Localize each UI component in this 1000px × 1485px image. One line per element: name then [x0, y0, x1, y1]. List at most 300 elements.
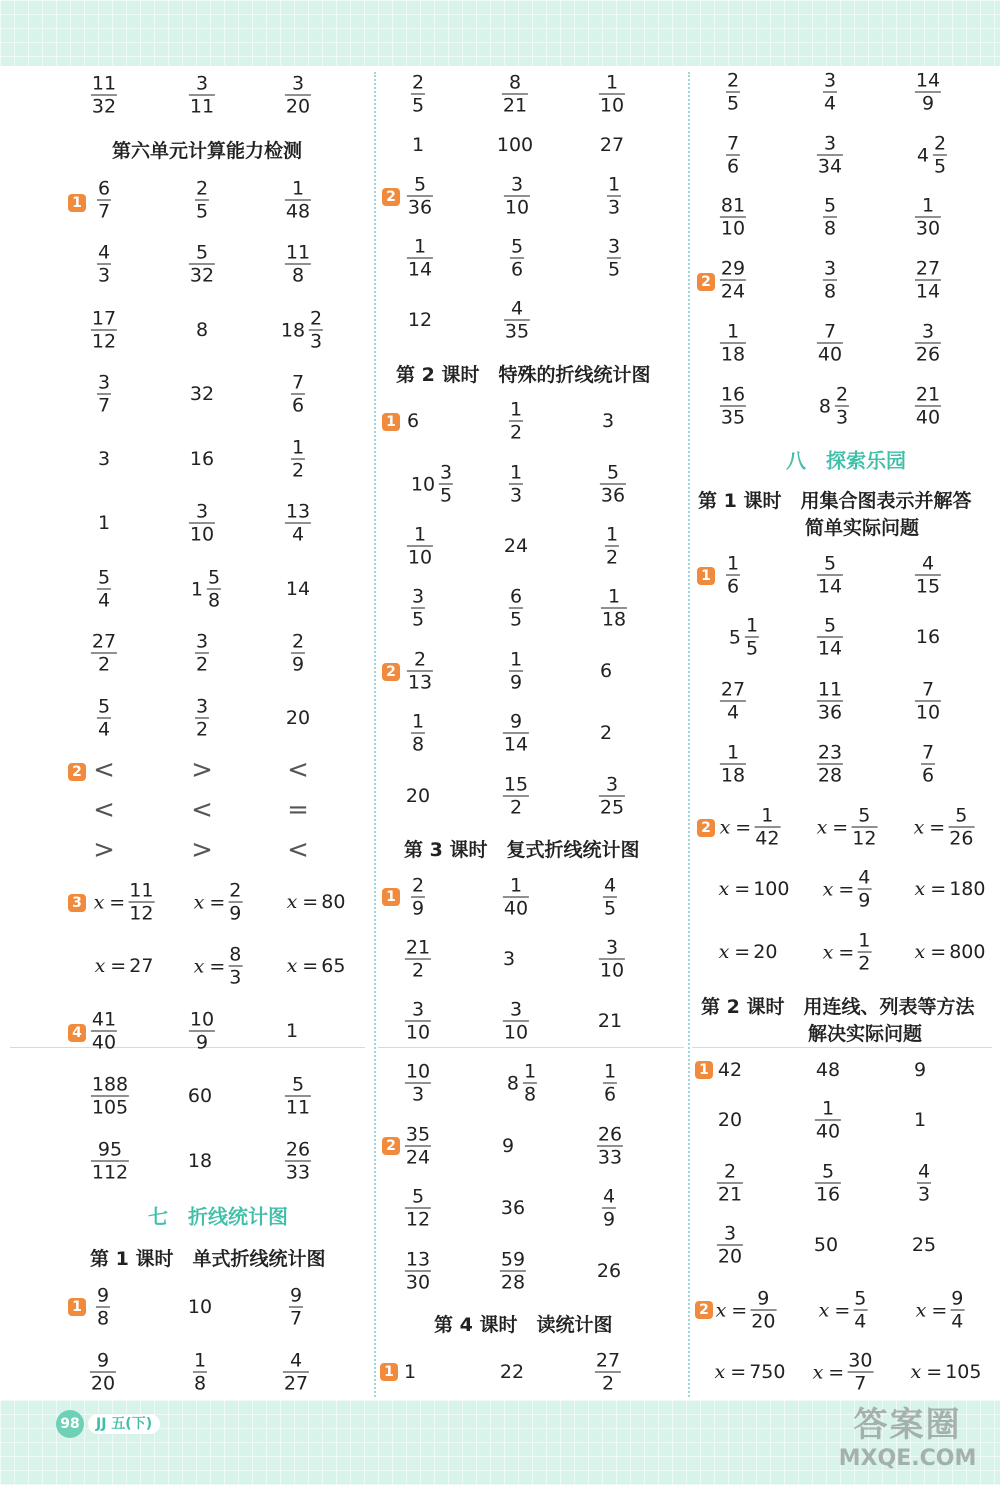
numerator: 3 — [921, 320, 935, 343]
less-than-symbol: < — [287, 755, 309, 785]
fraction-answer — [720, 321, 746, 366]
denominator: 40 — [503, 897, 529, 920]
denominator: 14 — [817, 637, 843, 660]
fraction-answer — [439, 462, 453, 507]
fraction-answer — [128, 880, 154, 925]
mixed-number-answer — [411, 462, 453, 507]
equals-sign: = — [110, 955, 127, 977]
variable-x: x — [914, 941, 926, 963]
denominator: 6 — [603, 1083, 617, 1106]
fraction-answer — [285, 242, 311, 287]
equation-answer — [823, 930, 872, 975]
denominator: 5 — [934, 155, 947, 178]
mixed-number-answer — [729, 615, 759, 660]
fraction-answer — [285, 73, 311, 118]
whole-part: 5 — [728, 626, 741, 648]
fraction-answer — [817, 553, 843, 598]
fraction-answer — [607, 174, 621, 219]
denominator: 16 — [815, 1183, 841, 1206]
numerator: 4 — [289, 1349, 303, 1372]
fraction-answer — [600, 462, 626, 507]
fraction-answer — [857, 867, 871, 912]
denominator: 20 — [751, 1310, 776, 1333]
number-answer: 18 — [187, 1150, 213, 1172]
numerator: 27 — [91, 630, 117, 653]
lesson-title: 第 1 课时 用集合图表示并解答 — [698, 490, 972, 512]
numerator: 1 — [607, 173, 621, 196]
variable-x: x — [913, 816, 925, 838]
fraction-answer — [405, 937, 431, 982]
question-badge: 1 — [68, 1298, 86, 1316]
fraction-answer — [817, 742, 843, 787]
denominator: 3 — [509, 484, 523, 507]
numerator: 2 — [413, 648, 427, 671]
denominator: 5 — [411, 94, 425, 117]
lesson-title: 第 1 课时 单式折线统计图 — [90, 1248, 326, 1270]
denominator: 5 — [603, 897, 617, 920]
equals-sign: = — [209, 955, 226, 977]
denominator: 21 — [502, 94, 528, 117]
variable-x: x — [914, 878, 926, 900]
denominator: 7 — [854, 1372, 867, 1395]
denominator: 2 — [509, 421, 523, 444]
numerator: 7 — [291, 371, 305, 394]
numerator: 1 — [761, 804, 774, 827]
denominator: 13 — [407, 671, 433, 694]
numerator: 3 — [195, 72, 209, 95]
number-answer: 48 — [815, 1059, 841, 1081]
numerator: 2 — [229, 879, 242, 902]
question-badge: 2 — [382, 188, 400, 206]
fraction-answer — [754, 805, 780, 850]
numerator: 5 — [821, 1160, 835, 1183]
number-answer: 42 — [717, 1059, 743, 1081]
number-answer: 1 — [411, 134, 425, 156]
fraction-answer — [97, 242, 111, 287]
number-answer: 16 — [189, 448, 215, 470]
denominator: 7 — [97, 200, 111, 223]
denominator: 32 — [91, 95, 117, 118]
numerator: 1 — [726, 320, 740, 343]
fraction-answer — [289, 1285, 303, 1330]
numerator: 4 — [97, 241, 111, 264]
equation-answer — [915, 878, 986, 900]
equals-sign: = — [931, 1299, 948, 1321]
denominator: 112 — [91, 1161, 129, 1184]
numerator: 11 — [91, 72, 117, 95]
numerator: 3 — [605, 773, 619, 796]
fraction-answer — [750, 1288, 776, 1333]
fraction-answer — [193, 1350, 207, 1395]
number-answer: 12 — [407, 309, 433, 331]
denominator: 10 — [720, 217, 746, 240]
value: 800 — [949, 941, 986, 963]
number-answer: 1 — [913, 1109, 927, 1131]
variable-x: x — [714, 1361, 726, 1383]
equation-answer — [817, 805, 878, 850]
numerator: 3 — [605, 936, 619, 959]
fraction-answer — [509, 649, 523, 694]
numerator: 5 — [858, 804, 871, 827]
denominator: 10 — [189, 523, 215, 546]
fold-line-col2 — [378, 1047, 684, 1048]
equation-answer — [194, 944, 243, 989]
numerator: 1 — [726, 552, 740, 575]
numerator: 27 — [720, 678, 746, 701]
equals-sign: = — [930, 878, 947, 900]
fraction-answer — [607, 236, 621, 281]
fraction-answer — [503, 711, 529, 756]
fraction-answer — [817, 321, 843, 366]
equation-answer — [194, 880, 243, 925]
number-answer: 27 — [599, 134, 625, 156]
numerator: 14 — [915, 69, 941, 92]
fraction-answer — [189, 501, 215, 546]
denominator: 5 — [411, 608, 425, 631]
denominator: 2 — [195, 653, 209, 676]
fraction-answer — [189, 1009, 215, 1054]
denominator: 14 — [817, 575, 843, 598]
variable-x: x — [718, 878, 730, 900]
denominator: 36 — [600, 484, 626, 507]
denominator: 40 — [815, 1120, 841, 1143]
mixed-number-answer — [917, 133, 947, 178]
numerator: 3 — [440, 461, 453, 484]
denominator: 8 — [823, 217, 837, 240]
equals-sign: = — [828, 1361, 845, 1383]
fraction-answer — [851, 805, 877, 850]
denominator: 10 — [405, 1021, 431, 1044]
denominator: 3 — [229, 966, 242, 989]
denominator: 24 — [405, 1146, 431, 1169]
fraction-answer — [726, 70, 740, 115]
denominator: 14 — [915, 280, 941, 303]
numerator: 5 — [208, 566, 221, 589]
variable-x: x — [286, 955, 298, 977]
whole-part: 4 — [916, 144, 929, 166]
question-badge: 2 — [697, 819, 715, 837]
equation-answer — [823, 867, 872, 912]
denominator: 3 — [607, 196, 621, 219]
denominator: 8 — [411, 733, 425, 756]
denominator: 9 — [195, 1031, 209, 1054]
equation-answer — [813, 1350, 874, 1395]
number-answer: 2 — [599, 722, 613, 744]
fraction-answer — [726, 553, 740, 598]
greater-than-symbol: > — [191, 755, 213, 785]
numerator: 3 — [291, 72, 305, 95]
numerator: 1 — [413, 523, 427, 546]
equals-sign: = — [302, 955, 319, 977]
number-answer: 32 — [189, 383, 215, 405]
fraction-answer — [309, 308, 323, 353]
numerator: 3 — [195, 630, 209, 653]
numerator: 1 — [509, 874, 523, 897]
fraction-answer — [817, 133, 843, 178]
denominator: 5 — [746, 637, 759, 660]
fraction-answer — [599, 774, 625, 819]
mixed-number-answer — [507, 1061, 537, 1106]
numerator: 7 — [921, 678, 935, 701]
equals-sign: = — [731, 1299, 748, 1321]
numerator: 1 — [509, 398, 523, 421]
fraction-answer — [189, 73, 215, 118]
fraction-answer — [815, 1161, 841, 1206]
numerator: 188 — [91, 1073, 129, 1096]
fraction-answer — [97, 696, 111, 741]
denominator: 11 — [285, 1096, 311, 1119]
denominator: 10 — [599, 94, 625, 117]
fraction-answer — [96, 1285, 110, 1330]
denominator: 6 — [726, 155, 740, 178]
variable-x: x — [719, 816, 731, 838]
whole-part: 8 — [506, 1072, 519, 1094]
fraction-answer — [603, 1061, 617, 1106]
variable-x: x — [193, 891, 205, 913]
equals-sign: = — [930, 941, 947, 963]
numerator: 13 — [405, 1248, 431, 1271]
denominator: 2 — [195, 718, 209, 741]
denominator: 9 — [921, 92, 935, 115]
fraction-answer — [602, 1186, 616, 1231]
denominator: 40 — [91, 1031, 117, 1054]
denominator: 40 — [817, 343, 843, 366]
fraction-answer — [745, 615, 759, 660]
fraction-answer — [411, 586, 425, 631]
denominator: 9 — [291, 653, 305, 676]
equation-answer — [819, 1288, 868, 1333]
greater-than-symbol: > — [93, 835, 115, 865]
number-answer: 24 — [503, 535, 529, 557]
numerator: 1 — [291, 177, 305, 200]
numerator: 5 — [413, 173, 427, 196]
question-badge: 2 — [68, 763, 86, 781]
numerator: 2 — [310, 307, 323, 330]
denominator: 2 — [291, 459, 305, 482]
fraction-answer — [97, 567, 111, 612]
numerator: 5 — [97, 566, 111, 589]
numerator: 9 — [96, 1284, 110, 1307]
fraction-answer — [283, 1350, 309, 1395]
numerator: 3 — [723, 1222, 737, 1245]
variable-x: x — [812, 1361, 824, 1383]
numerator: 35 — [405, 1123, 431, 1146]
number-answer: 21 — [597, 1010, 623, 1032]
denominator: 3 — [310, 330, 323, 353]
denominator: 12 — [91, 330, 117, 353]
numerator: 9 — [757, 1287, 770, 1310]
numerator: 8 — [508, 71, 522, 94]
denominator: 25 — [599, 796, 625, 819]
equation-answer — [720, 805, 781, 850]
book-tag: JJ 五(下) — [88, 1414, 160, 1434]
fraction-answer — [285, 1139, 311, 1184]
numerator: 1 — [411, 710, 425, 733]
number-answer: 6 — [406, 410, 420, 432]
column-divider-1 — [374, 72, 376, 1397]
fraction-answer — [717, 1223, 743, 1268]
numerator: 16 — [720, 383, 746, 406]
numerator: 5 — [291, 1073, 305, 1096]
equation-answer — [716, 1288, 777, 1333]
denominator: 4 — [97, 589, 111, 612]
equation-answer — [916, 1288, 965, 1333]
numerator: 15 — [503, 773, 529, 796]
value: 80 — [321, 891, 346, 913]
fraction-answer — [933, 133, 947, 178]
less-than-symbol: < — [93, 755, 115, 785]
question-badge: 3 — [68, 894, 86, 912]
number-answer: 100 — [496, 134, 534, 156]
fraction-answer — [817, 615, 843, 660]
numerator: 7 — [921, 741, 935, 764]
number-answer: 20 — [405, 785, 431, 807]
less-than-symbol: < — [93, 795, 115, 825]
fraction-answer — [835, 384, 849, 429]
numerator: 1 — [605, 523, 619, 546]
number-answer: 1 — [285, 1020, 299, 1042]
fraction-answer — [411, 72, 425, 117]
denominator: 28 — [817, 764, 843, 787]
number-answer: 20 — [717, 1109, 743, 1131]
numerator: 9 — [96, 1349, 110, 1372]
fraction-answer — [915, 321, 941, 366]
numerator: 29 — [720, 257, 746, 280]
numerator: 3 — [411, 998, 425, 1021]
mixed-number-answer — [819, 384, 849, 429]
denominator: 12 — [852, 827, 877, 850]
denominator: 11 — [189, 95, 215, 118]
numerator: 30 — [848, 1349, 873, 1372]
numerator: 27 — [915, 257, 941, 280]
numerator: 23 — [817, 741, 843, 764]
numerator: 1 — [524, 1060, 537, 1083]
numerator: 3 — [509, 998, 523, 1021]
fraction-answer — [950, 1288, 964, 1333]
number-answer: 1 — [403, 1361, 417, 1383]
numerator: 1 — [509, 461, 523, 484]
numerator: 2 — [723, 1160, 737, 1183]
denominator: 20 — [285, 95, 311, 118]
fraction-answer — [503, 774, 529, 819]
fraction-answer — [917, 1161, 931, 1206]
denominator: 34 — [817, 155, 843, 178]
fraction-answer — [509, 399, 523, 444]
numerator: 21 — [405, 936, 431, 959]
variable-x: x — [822, 941, 834, 963]
fraction-answer — [504, 174, 530, 219]
fraction-answer — [720, 195, 746, 240]
numerator: 4 — [921, 552, 935, 575]
number-answer: 26 — [596, 1260, 622, 1282]
fraction-answer — [97, 178, 111, 223]
numerator: 2 — [291, 630, 305, 653]
denominator: 8 — [291, 264, 305, 287]
question-badge: 2 — [695, 1301, 713, 1319]
fraction-answer — [195, 631, 209, 676]
value: 20 — [753, 941, 778, 963]
numerator: 1 — [607, 585, 621, 608]
fraction-answer — [510, 236, 524, 281]
denominator: 7 — [97, 394, 111, 417]
whole-part: 10 — [410, 473, 436, 495]
numerator: 3 — [823, 132, 837, 155]
lesson-title: 第 4 课时 读统计图 — [434, 1314, 613, 1336]
denominator: 9 — [411, 897, 425, 920]
numerator: 4 — [858, 866, 871, 889]
page-number: 98 — [56, 1410, 84, 1438]
unit-title: 七 折线统计图 — [148, 1204, 288, 1229]
numerator: 1 — [746, 614, 759, 637]
denominator: 105 — [91, 1096, 129, 1119]
question-badge: 1 — [68, 194, 86, 212]
fraction-answer — [601, 586, 627, 631]
denominator: 5 — [726, 92, 740, 115]
numerator: 17 — [91, 307, 117, 330]
lesson-title-continued: 简单实际问题 — [805, 517, 920, 539]
fraction-answer — [720, 384, 746, 429]
denominator: 28 — [500, 1271, 526, 1294]
numerator: 1 — [509, 648, 523, 671]
fraction-answer — [597, 1124, 623, 1169]
equals-sign: = — [734, 878, 751, 900]
numerator: 2 — [195, 177, 209, 200]
variable-x: x — [816, 816, 828, 838]
variable-x: x — [94, 955, 106, 977]
fraction-answer — [285, 1074, 311, 1119]
fraction-answer — [921, 742, 935, 787]
numerator: 3 — [510, 173, 524, 196]
lesson-title: 第 2 课时 用连线、列表等方法 — [701, 996, 975, 1018]
fraction-answer — [207, 567, 221, 612]
fraction-answer — [291, 372, 305, 417]
numerator: 1 — [726, 741, 740, 764]
numerator: 2 — [934, 132, 947, 155]
number-answer: 3 — [502, 948, 516, 970]
denominator: 4 — [97, 718, 111, 741]
variable-x: x — [286, 891, 298, 913]
numerator: 1 — [413, 235, 427, 258]
numerator: 5 — [955, 804, 968, 827]
equation-answer — [719, 878, 790, 900]
fraction-answer — [915, 384, 941, 429]
denominator: 30 — [915, 217, 941, 240]
fraction-answer — [503, 875, 529, 920]
numerator: 1 — [603, 1060, 617, 1083]
unit-title: 八 探索乐园 — [786, 448, 906, 473]
fraction-answer — [405, 1186, 431, 1231]
equals-sign: = — [838, 941, 855, 963]
fraction-answer — [91, 1074, 129, 1119]
fraction-answer — [291, 631, 305, 676]
denominator: 4 — [823, 92, 837, 115]
fraction-answer — [915, 70, 941, 115]
numerator: 4 — [917, 1160, 931, 1183]
fraction-answer — [228, 880, 242, 925]
numerator: 11 — [817, 678, 843, 701]
numerator: 4 — [602, 1185, 616, 1208]
denominator: 20 — [90, 1372, 116, 1395]
fraction-answer — [817, 679, 843, 724]
number-answer: 60 — [187, 1085, 213, 1107]
value: 27 — [129, 955, 154, 977]
denominator: 8 — [208, 589, 221, 612]
fraction-answer — [91, 308, 117, 353]
denominator: 6 — [291, 394, 305, 417]
mixed-number-answer — [191, 567, 221, 612]
denominator: 14 — [503, 733, 529, 756]
numerator: 2 — [836, 383, 849, 406]
